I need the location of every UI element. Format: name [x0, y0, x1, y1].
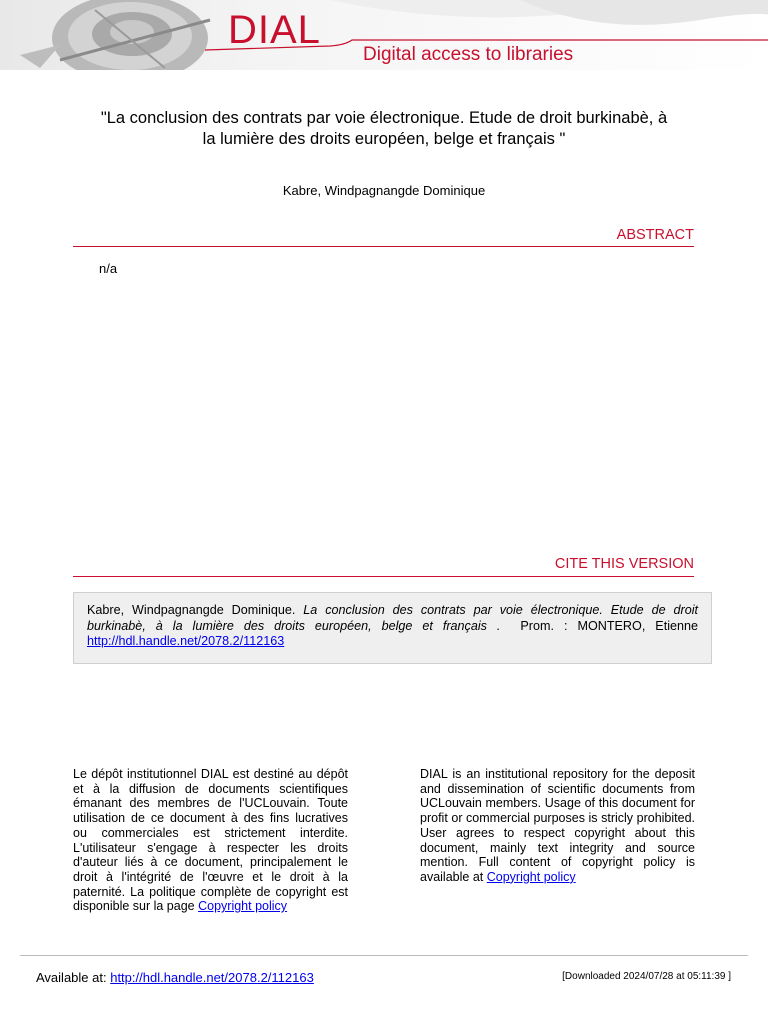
cite-heading: CITE THIS VERSION — [554, 556, 694, 572]
document-author: Kabre, Windpagnangde Dominique — [282, 183, 486, 198]
citation-box — [73, 592, 712, 664]
copyright-policy-link-fr[interactable]: Copyright policy — [198, 899, 288, 914]
tagline: Digital access to libraries — [363, 44, 574, 65]
abstract-heading: ABSTRACT — [616, 227, 694, 243]
cite-divider — [73, 576, 694, 577]
download-timestamp: [Downloaded 2024/07/28 at 05:11:39 ] — [562, 971, 731, 982]
citation-link[interactable]: http://hdl.handle.net/2078.2/112163 — [87, 634, 285, 648]
header-banner — [0, 0, 768, 70]
available-link[interactable]: http://hdl.handle.net/2078.2/112163 — [110, 970, 314, 985]
footer-divider — [20, 955, 748, 956]
copyright-policy-link-en[interactable]: Copyright policy — [486, 869, 576, 884]
abstract-divider — [73, 246, 694, 247]
policy-english-text: DIAL is an institutional repository for the deposit and dissemination of scientific documents from UCLouvain members. Usage of this document for profit or commercial purposes is stricly prohibited. User agrees to respect copyright about this document, mainly text integrity and source mention. Full content of copyright policy is available at — [420, 767, 695, 884]
document-title: "La conclusion des contrats par voie électronique. Etude de droit burkinabè, à la lumière des droits européen, belge et français " — [100, 109, 668, 148]
policy-french-text: Le dépôt institutionnel DIAL est destiné au dépôt et à la diffusion de documents scientifiques émanant des membres de l'UCLouvain. Toute utilisation de ce document à des fins lucratives ou commerciales est strictement interdite. L'utilisateur s'engage à respecter les droits d'auteur liés à ce document, principalement le droit à l'intégrité de l'œuvre et le droit à la paternité. La politique complète de copyright est disponible sur la page — [73, 767, 348, 914]
policy-english — [420, 767, 695, 885]
dial-logo: DIAL — [228, 8, 321, 52]
policy-french — [73, 767, 348, 914]
citation-promoter: Prom. : MONTERO, Etienne — [520, 618, 699, 633]
abstract-text: n/a — [99, 261, 118, 276]
citation-author: Kabre, Windpagnangde Dominique. — [87, 603, 296, 617]
footer-available — [36, 970, 314, 985]
citation-title: La conclusion des contrats par voie électronique. Etude de droit burkinabè, à la lumière des droits européen, belge et français . — [87, 603, 698, 633]
available-label: Available at: — [36, 970, 107, 985]
